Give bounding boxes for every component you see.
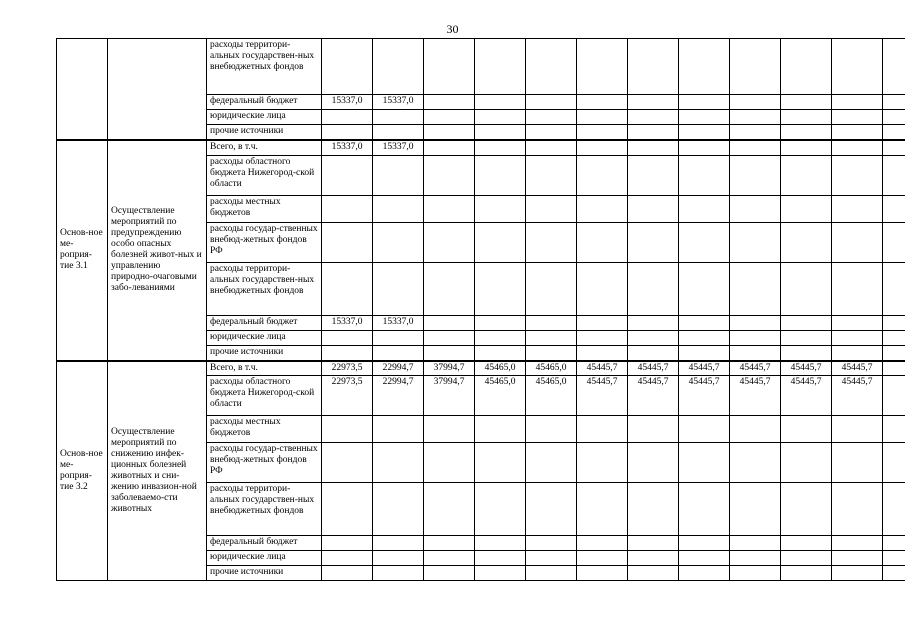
value-cell (577, 39, 628, 95)
value-cell (322, 196, 373, 223)
value-cell (679, 416, 730, 443)
value-cell (475, 443, 526, 483)
value-cell (628, 95, 679, 110)
value-cell (526, 110, 577, 125)
value-cell (526, 156, 577, 196)
value-cell (322, 536, 373, 551)
value-cell (628, 263, 679, 316)
value-cell (322, 566, 373, 581)
value-cell (475, 316, 526, 331)
funding-source-cell: расходы местных бюджетов (207, 196, 322, 223)
value-cell (424, 196, 475, 223)
value-cell (577, 416, 628, 443)
funding-source-cell: Всего, в т.ч. (207, 361, 322, 376)
value-cell (322, 125, 373, 140)
funding-source-cell: прочие источники (207, 125, 322, 140)
value-cell (832, 39, 883, 95)
value-cell: 37994,7 (424, 361, 475, 376)
value-cell (781, 346, 832, 361)
value-cell (883, 39, 905, 95)
value-cell (577, 551, 628, 566)
value-cell: 45445,7 (832, 376, 883, 416)
value-cell (883, 196, 905, 223)
value-cell (679, 196, 730, 223)
value-cell (730, 346, 781, 361)
value-cell (781, 316, 832, 331)
value-cell (577, 196, 628, 223)
value-cell (424, 125, 475, 140)
value-cell: 45465,0 (526, 376, 577, 416)
value-cell (373, 566, 424, 581)
funding-source-cell: юридические лица (207, 331, 322, 346)
value-cell (730, 551, 781, 566)
value-cell (781, 39, 832, 95)
value-cell (373, 416, 424, 443)
value-cell: 15337,0 (322, 316, 373, 331)
value-cell (730, 110, 781, 125)
funding-source-cell: федеральный бюджет (207, 95, 322, 110)
value-cell (832, 140, 883, 156)
value-cell (679, 156, 730, 196)
value-cell (679, 443, 730, 483)
value-cell (730, 483, 781, 536)
value-cell (322, 223, 373, 263)
value-cell (577, 125, 628, 140)
value-cell (526, 536, 577, 551)
value-cell (373, 536, 424, 551)
value-cell (628, 416, 679, 443)
measure-cell (57, 39, 108, 140)
value-cell (628, 156, 679, 196)
value-cell: 45445,7 (679, 361, 730, 376)
value-cell (475, 551, 526, 566)
value-cell: 22973,5 (322, 361, 373, 376)
value-cell (322, 331, 373, 346)
value-cell (832, 331, 883, 346)
value-cell (781, 331, 832, 346)
value-cell (526, 346, 577, 361)
value-cell (730, 443, 781, 483)
value-cell (526, 140, 577, 156)
value-cell (883, 110, 905, 125)
value-cell (526, 223, 577, 263)
value-cell (373, 331, 424, 346)
value-cell (373, 551, 424, 566)
table-row (57, 140, 905, 156)
value-cell (781, 443, 832, 483)
value-cell (373, 196, 424, 223)
value-cell (526, 416, 577, 443)
value-cell (832, 316, 883, 331)
value-cell (730, 416, 781, 443)
value-cell (832, 536, 883, 551)
value-cell (322, 443, 373, 483)
value-cell (475, 156, 526, 196)
value-cell (730, 156, 781, 196)
value-cell (883, 125, 905, 140)
funding-source-cell: расходы территори-альных государствен-ных внебюджетных фондов (207, 263, 322, 316)
value-cell (373, 263, 424, 316)
value-cell (322, 416, 373, 443)
value-cell (883, 95, 905, 110)
value-cell (424, 416, 475, 443)
value-cell (475, 125, 526, 140)
value-cell: 22994,7 (373, 376, 424, 416)
value-cell (475, 95, 526, 110)
funding-source-cell: Всего, в т.ч. (207, 140, 322, 156)
value-cell (475, 263, 526, 316)
value-cell (577, 443, 628, 483)
value-cell (628, 443, 679, 483)
value-cell (883, 316, 905, 331)
funding-source-cell: расходы государ-ственных внебюд-жетных фондов РФ (207, 223, 322, 263)
value-cell (424, 331, 475, 346)
value-cell (475, 416, 526, 443)
value-cell (781, 416, 832, 443)
value-cell: 37994,7 (424, 376, 475, 416)
value-cell (781, 566, 832, 581)
value-cell (883, 263, 905, 316)
value-cell (373, 443, 424, 483)
funding-source-cell: юридические лица (207, 110, 322, 125)
value-cell: 45445,7 (628, 376, 679, 416)
value-cell (526, 443, 577, 483)
value-cell (883, 361, 905, 376)
value-cell (628, 483, 679, 536)
value-cell (883, 156, 905, 196)
value-cell (832, 483, 883, 536)
value-cell (832, 566, 883, 581)
value-cell (424, 316, 475, 331)
funding-source-cell: юридические лица (207, 551, 322, 566)
value-cell (628, 551, 679, 566)
value-cell (577, 316, 628, 331)
value-cell: 15337,0 (373, 95, 424, 110)
value-cell (679, 483, 730, 536)
value-cell (679, 110, 730, 125)
value-cell (424, 483, 475, 536)
value-cell (730, 536, 781, 551)
value-cell (679, 95, 730, 110)
funding-source-cell: расходы территори-альных государствен-ных внебюджетных фондов (207, 39, 322, 95)
value-cell: 22994,7 (373, 361, 424, 376)
value-cell (475, 566, 526, 581)
value-cell (679, 331, 730, 346)
value-cell (424, 156, 475, 196)
value-cell: 45445,7 (832, 361, 883, 376)
description-cell: Осуществление мероприятий по снижению инфек-ционных болезней животных и сни-жению инвазион-ной заболеваемо-сти животных (108, 361, 207, 581)
value-cell (832, 196, 883, 223)
value-cell (781, 156, 832, 196)
value-cell (883, 140, 905, 156)
value-cell (526, 95, 577, 110)
value-cell (679, 316, 730, 331)
value-cell (475, 331, 526, 346)
value-cell (781, 483, 832, 536)
value-cell (628, 110, 679, 125)
value-cell: 45445,7 (577, 361, 628, 376)
value-cell (679, 566, 730, 581)
value-cell (628, 39, 679, 95)
value-cell (832, 416, 883, 443)
value-cell (883, 551, 905, 566)
value-cell (730, 140, 781, 156)
value-cell (628, 223, 679, 263)
value-cell (373, 110, 424, 125)
value-cell (781, 263, 832, 316)
value-cell: 45465,0 (475, 361, 526, 376)
value-cell (526, 551, 577, 566)
value-cell (628, 566, 679, 581)
value-cell (424, 566, 475, 581)
value-cell (883, 331, 905, 346)
value-cell (322, 156, 373, 196)
value-cell (373, 483, 424, 536)
budget-table (56, 38, 905, 581)
value-cell (781, 110, 832, 125)
value-cell (679, 140, 730, 156)
value-cell (628, 125, 679, 140)
value-cell (322, 483, 373, 536)
value-cell (475, 346, 526, 361)
funding-source-cell: федеральный бюджет (207, 536, 322, 551)
value-cell (577, 110, 628, 125)
value-cell (832, 346, 883, 361)
value-cell (475, 196, 526, 223)
value-cell (424, 263, 475, 316)
value-cell (475, 223, 526, 263)
funding-source-cell: прочие источники (207, 346, 322, 361)
value-cell (628, 331, 679, 346)
value-cell (679, 536, 730, 551)
value-cell: 15337,0 (322, 140, 373, 156)
value-cell (577, 566, 628, 581)
value-cell (424, 346, 475, 361)
value-cell (883, 223, 905, 263)
value-cell (781, 223, 832, 263)
value-cell (832, 95, 883, 110)
value-cell: 45445,7 (781, 376, 832, 416)
value-cell (475, 110, 526, 125)
value-cell (730, 125, 781, 140)
description-cell: Осуществление мероприятий по предупреждению особо опасных болезней живот-ных и управлению природно-очаговыми забо-леваниями (108, 140, 207, 361)
value-cell: 45445,7 (628, 361, 679, 376)
value-cell (526, 566, 577, 581)
value-cell (628, 346, 679, 361)
value-cell: 15337,0 (322, 95, 373, 110)
value-cell (526, 39, 577, 95)
value-cell (475, 140, 526, 156)
value-cell (577, 223, 628, 263)
value-cell (832, 110, 883, 125)
value-cell (781, 196, 832, 223)
value-cell (322, 346, 373, 361)
value-cell (883, 346, 905, 361)
value-cell: 15337,0 (373, 316, 424, 331)
value-cell (730, 39, 781, 95)
value-cell (526, 125, 577, 140)
value-cell (832, 156, 883, 196)
value-cell (832, 125, 883, 140)
value-cell (883, 536, 905, 551)
value-cell (883, 483, 905, 536)
value-cell (730, 95, 781, 110)
value-cell (322, 110, 373, 125)
value-cell (628, 536, 679, 551)
value-cell: 22973,5 (322, 376, 373, 416)
value-cell (475, 39, 526, 95)
value-cell (883, 566, 905, 581)
value-cell (781, 125, 832, 140)
value-cell (679, 263, 730, 316)
value-cell: 45445,7 (730, 361, 781, 376)
value-cell (373, 223, 424, 263)
value-cell (679, 551, 730, 566)
value-cell (628, 140, 679, 156)
table-row (57, 361, 905, 376)
value-cell (883, 376, 905, 416)
funding-source-cell: расходы государ-ственных внебюд-жетных фондов РФ (207, 443, 322, 483)
value-cell (373, 125, 424, 140)
value-cell (781, 95, 832, 110)
value-cell (424, 39, 475, 95)
value-cell: 45445,7 (730, 376, 781, 416)
value-cell (424, 140, 475, 156)
funding-source-cell: федеральный бюджет (207, 316, 322, 331)
value-cell (526, 483, 577, 536)
value-cell (730, 263, 781, 316)
value-cell (322, 39, 373, 95)
value-cell (577, 346, 628, 361)
value-cell: 45445,7 (781, 361, 832, 376)
value-cell (781, 140, 832, 156)
value-cell (526, 263, 577, 316)
value-cell (832, 223, 883, 263)
value-cell (424, 536, 475, 551)
value-cell (424, 95, 475, 110)
value-cell (883, 416, 905, 443)
value-cell (832, 551, 883, 566)
value-cell (730, 223, 781, 263)
value-cell: 45465,0 (475, 376, 526, 416)
value-cell (526, 196, 577, 223)
value-cell (781, 551, 832, 566)
value-cell (526, 331, 577, 346)
value-cell (424, 223, 475, 263)
value-cell (679, 39, 730, 95)
value-cell (373, 346, 424, 361)
value-cell (424, 443, 475, 483)
table-row (57, 39, 905, 95)
measure-cell: Основ-ное ме-роприя-тие 3.2 (57, 361, 108, 581)
value-cell (628, 316, 679, 331)
value-cell (322, 551, 373, 566)
value-cell (577, 536, 628, 551)
value-cell (679, 346, 730, 361)
value-cell (475, 536, 526, 551)
value-cell (628, 196, 679, 223)
value-cell (781, 536, 832, 551)
value-cell (424, 551, 475, 566)
funding-source-cell: расходы местных бюджетов (207, 416, 322, 443)
measure-cell: Основ-ное ме-роприя-тие 3.1 (57, 140, 108, 361)
value-cell (577, 95, 628, 110)
value-cell (373, 39, 424, 95)
value-cell: 15337,0 (373, 140, 424, 156)
value-cell (424, 110, 475, 125)
value-cell (832, 263, 883, 316)
value-cell: 45445,7 (679, 376, 730, 416)
value-cell (730, 331, 781, 346)
value-cell (730, 196, 781, 223)
value-cell: 45465,0 (526, 361, 577, 376)
value-cell (730, 566, 781, 581)
value-cell (577, 156, 628, 196)
value-cell (577, 331, 628, 346)
value-cell (679, 223, 730, 263)
funding-source-cell: расходы областного бюджета Нижегород-ской области (207, 156, 322, 196)
value-cell (322, 263, 373, 316)
funding-source-cell: прочие источники (207, 566, 322, 581)
description-cell (108, 39, 207, 140)
value-cell (883, 443, 905, 483)
value-cell: 45445,7 (577, 376, 628, 416)
value-cell (475, 483, 526, 536)
value-cell (526, 316, 577, 331)
value-cell (577, 263, 628, 316)
value-cell (577, 483, 628, 536)
value-cell (373, 156, 424, 196)
funding-source-cell: расходы территори-альных государствен-ных внебюджетных фондов (207, 483, 322, 536)
value-cell (679, 125, 730, 140)
page-number: 30 (446, 22, 459, 36)
value-cell (577, 140, 628, 156)
value-cell (730, 316, 781, 331)
funding-source-cell: расходы областного бюджета Нижегород-ской области (207, 376, 322, 416)
value-cell (832, 443, 883, 483)
